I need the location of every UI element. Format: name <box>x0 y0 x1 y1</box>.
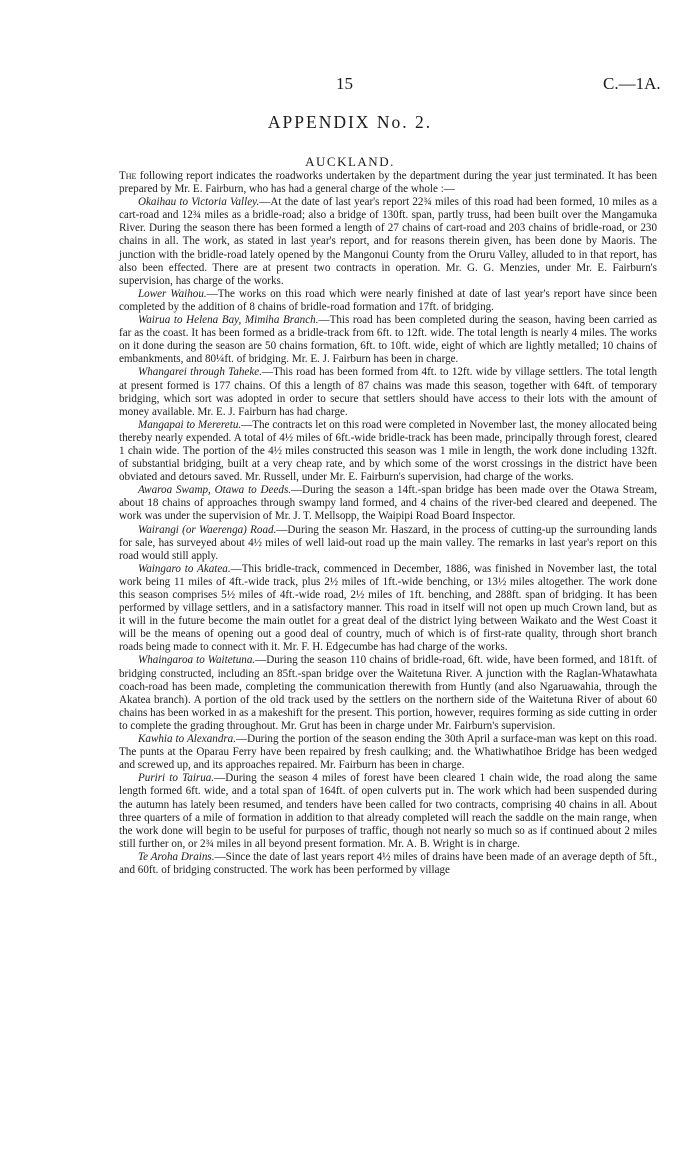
document-reference: C.—1A. <box>603 74 661 93</box>
paragraph-lead: The <box>119 170 137 182</box>
paragraph-text: —The works on this road which were nearly finished at date of last year's report have since been completed by the addition of 8 chains of bridle-road formation and 17ft. of bridging. <box>119 287 657 313</box>
paragraph-heading: Whangarei through Taheke. <box>138 366 262 379</box>
paragraph-heading: Awaroa Swamp, Otawa to Deeds. <box>138 484 292 497</box>
report-paragraph <box>119 524 657 563</box>
paragraph-heading: Wairangi (or Waerenga) Road. <box>138 523 277 536</box>
paragraph-heading: Mangapai to Mereretu. <box>138 418 242 431</box>
paragraph-heading: Wairua to Helena Bay, Mimiha Branch. <box>138 314 319 327</box>
report-paragraph <box>119 196 657 288</box>
paragraph-heading: Lower Waihou. <box>138 287 207 300</box>
report-paragraph <box>119 366 657 418</box>
page-number: 15 <box>336 74 353 93</box>
report-paragraph <box>119 654 657 733</box>
paragraph-heading: Waingaro to Akatea. <box>138 562 231 575</box>
paragraph-text: —Since the date of last years report 4½ miles of drains have been made of an average depth of 5ft., and 60ft. of bridging constructed. The work has been performed by village <box>119 850 658 876</box>
report-body <box>119 170 657 877</box>
appendix-title: APPENDIX No. 2. <box>267 112 433 132</box>
paragraph-heading: Whaingaroa to Waitetuna. <box>138 654 256 667</box>
report-paragraph <box>119 772 657 851</box>
section-title: AUCKLAND. <box>305 154 395 169</box>
paragraph-heading: Te Aroha Drains. <box>138 850 215 863</box>
paragraph-text: —This bridle-track, commenced in December, 1886, was finished in November last, the total work being 11 miles of 4ft.-wide track, plus 2½ miles of 1ft.-wide benching, or 13½ miles altogether. The work done this season comprises 5½ miles of 4ft.-wide road, 2½ miles of 1ft. benching, and 288ft. span of bridging. It has been performed by village settlers, and in a satisfactory manner. This road in itself will not open up much Crown land, but as it will in the future become the main outlet for a great deal of the district lying between Waikato and the West Coast it will be the means of opening out a good deal of country, much of which is of first-rate quality, through short branch roads being made to connect with it. Mr. F. H. Edgecumbe has had charge of the works. <box>119 562 657 654</box>
paragraph-text: —During the season a 14ft.-span bridge has been made over the Otawa Stream, about 18 chains of approaches through swampy land formed, and 4 chains of the river-bed cleared and deepened. The work was under the supervision of Mr. J. T. Mellsopp, the Waipipi Road Board Inspector. <box>119 484 657 523</box>
paragraph-heading: Puriri to Tairua. <box>138 772 215 785</box>
report-paragraph <box>119 314 657 366</box>
report-paragraph <box>119 484 657 523</box>
paragraph-heading: Kawhia to Alexandra. <box>138 733 236 746</box>
paragraph-heading: Okaihau to Victoria Valley. <box>138 196 260 209</box>
paragraph-text: following report indicates the roadworks undertaken by the department during the year just terminated. It has been prepared by Mr. E. Fairburn, who has had a general charge of the whole :— <box>119 170 657 196</box>
paragraph-text: —During the season 4 miles of forest have been cleared 1 chain wide, the road along the same length formed 6ft. wide, and a total span of 164ft. of open culverts put in. The work which had been suspended during the autumn has lately been resumed, and tenders have been called for two contracts, comprising 40 chains in all. About three quarters of a mile of formation in addition to that already completed will reach the saddle on the main range, when the work done will begin to be useful for purposes of traffic, though not nearly so much so as if continued about 2 miles still further on, or 2¾ miles in all beyond present formation. Mr. A. B. Wright is in charge. <box>119 772 658 850</box>
report-paragraph <box>119 563 657 655</box>
paragraph-text: —This road has been completed during the season, having been carried as far as the coast. It has been formed as a bridle-track from 6ft. to 12ft. wide. The total length is nearly 4 miles. The works on it done during the season are 50 chains formation, 6ft. to 10ft. wide, eight of which are lightly metalled; 10 chains of embankments, and 80¼ft. of bridging. Mr. E. J. Fairburn has been in charge. <box>119 314 657 366</box>
paragraph-text: —During the portion of the season ending the 30th April a surface-man was kept on this road. The punts at the Oparau Ferry have been repaired by fresh caulking; and. the Whatiwhatihoe Bridge has been wedged and screwed up, and its approaches repaired. Mr. Fairburn has been in charge. <box>119 733 657 772</box>
paragraph-text: —The contracts let on this road were completed in November last, the money allocated being thereby nearly expended. A total of 4½ miles of 6ft.-wide bridle-track has been made, principally through forest, cleared 1 chain wide. The portion of the 4½ miles constructed this season was 1 mile in length, the work done including 132ft. of substantial bridging, built at a very cheap rate, and by which some of the worst crossings in the district have been obviated and detours saved. Mr. Russell, under Mr. E. Fairburn's supervision, had charge of the works. <box>119 418 657 484</box>
paragraph-text: —During the season 110 chains of bridle-road, 6ft. wide, have been formed, and 181ft. of bridging constructed, including an 85ft.-span bridge over the Waitetuna River. A junction with the Raglan-Whatawhata coach-road has been made, completing the communication therewith from Huntly (and also Ngaruawahia, through the Akatea branch). A portion of the old track used by the settlers on the northern side of the Waitetuna River of about 60 chains has been worked in as a makeshift for the present. This portion, however, requires forming as side cutting in order to complete the grading throughout. Mr. Grut has been in charge under Mr. Fairburn's supervision. <box>119 654 657 732</box>
report-paragraph <box>119 851 657 877</box>
report-paragraph <box>119 288 657 314</box>
report-paragraph <box>119 419 657 484</box>
paragraph-text: —At the date of last year's report 22¾ miles of this road had been formed, 10 miles as a cart-road and 12¾ miles as a bridle-road; also a bridge of 130ft. span, partly truss, had been built over the Mangamuka River. During the season there has been formed a length of 27 chains of cart-road and 203 chains of bridle-road, or 230 chains in all. The work, as stated in last year's report, and for reasons therein given, has been done by Maoris. The junction with the bridle-road lately opened by the Mangonui County from the Oruru Valley, alluded to in that report, has also been effected. There are at present two contracts in operation. Mr. G. G. Menzies, under Mr. E. Fairburn's supervision, has charge of the works. <box>119 196 657 287</box>
paragraph-text: —This road has been formed from 4ft. to 12ft. wide by village settlers. The total length at present formed is 177 chains. Of this a length of 87 chains was made this season, together with 64ft. of temporary bridging, which sort was adopted in order to secure that settlers should have access to their lots with the amount of money available. Mr. E. J. Fairburn has had charge. <box>119 366 657 418</box>
paragraph-text: —During the season Mr. Haszard, in the process of cutting-up the surrounding lands for sale, has surveyed about 4½ miles of well laid-out road up the main valley. The remarks in last year's report on this road would still apply. <box>119 523 657 562</box>
report-paragraph-intro <box>119 170 657 196</box>
report-paragraph <box>119 733 657 772</box>
